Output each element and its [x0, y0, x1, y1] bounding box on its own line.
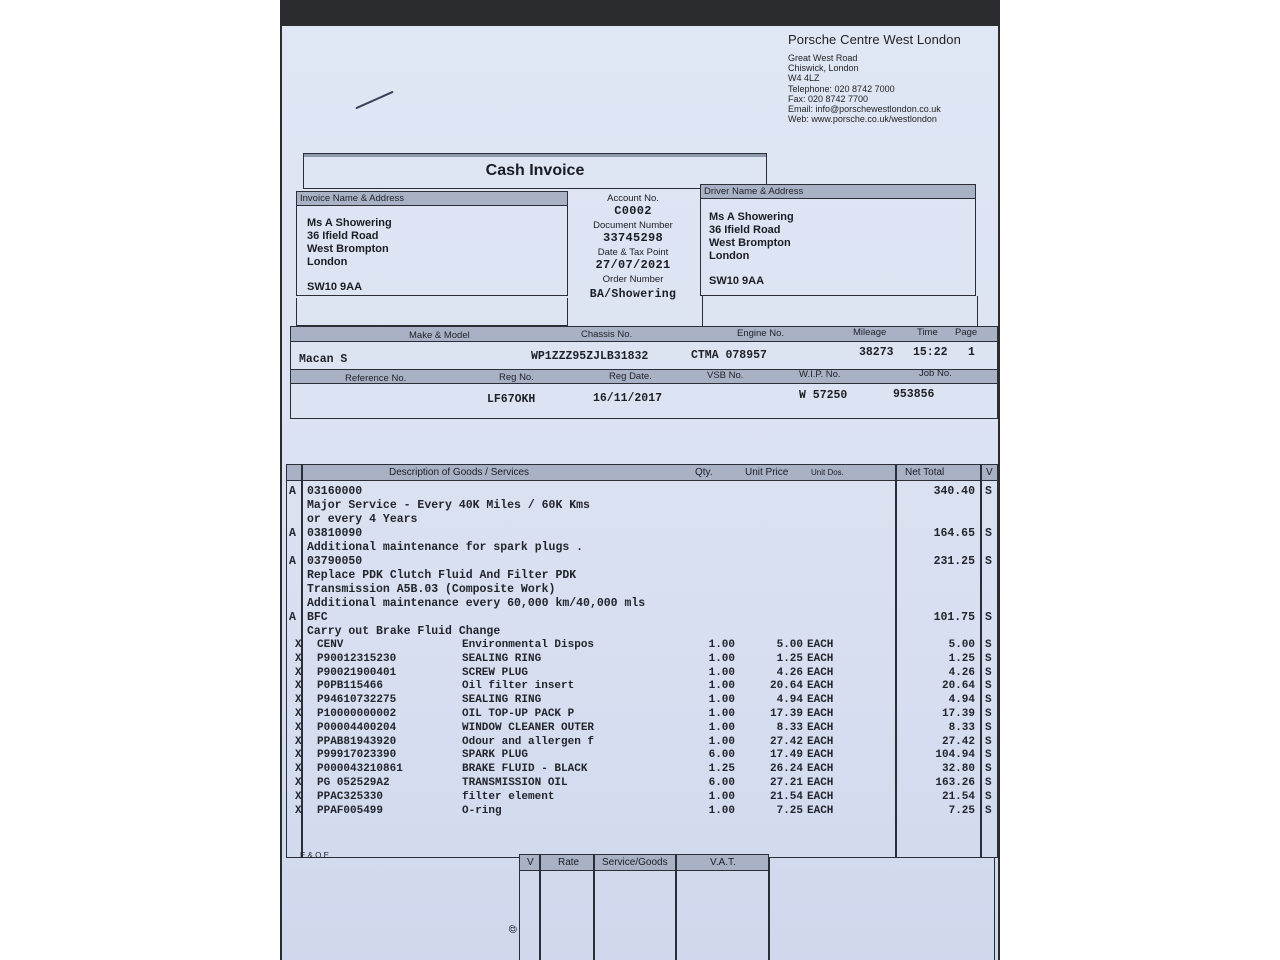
account-no: C0002	[614, 204, 652, 218]
part-description: Environmental Dispos	[462, 639, 595, 651]
part-description: SPARK PLUG	[462, 749, 529, 762]
part-qty: 1.00	[708, 694, 735, 707]
parts-line	[287, 680, 997, 694]
part-unit-price: 8.33	[776, 721, 803, 734]
totals-box	[769, 857, 995, 960]
labour-description	[287, 499, 997, 513]
line-net-total: 164.65	[933, 527, 975, 540]
part-net-total: 27.42	[941, 735, 975, 748]
date-value: 27/07/2021	[595, 258, 671, 272]
parts-line	[287, 763, 997, 777]
labour-description	[287, 541, 997, 555]
dealer-address-line: W4 4LZ	[788, 73, 820, 84]
part-flag: X	[295, 708, 302, 720]
part-unit-price: 26.24	[769, 763, 803, 776]
part-net-total: 5.00	[948, 639, 975, 651]
part-qty: 1.00	[708, 790, 735, 803]
part-flag: X	[295, 721, 302, 734]
part-code: P90021900401	[317, 666, 397, 679]
part-code: P94610732275	[317, 694, 397, 707]
part-unit-price: 27.21	[769, 777, 803, 789]
part-unit: EACH	[807, 804, 834, 817]
part-net-total: 32.80	[941, 763, 975, 776]
v-header: V	[986, 467, 993, 478]
part-qty: 1.25	[708, 763, 735, 776]
part-unit: EACH	[807, 708, 834, 720]
part-unit: EACH	[807, 680, 834, 693]
dealer-fax: Fax: 020 8742 7700	[788, 93, 869, 104]
invoice-address-box	[296, 191, 568, 296]
part-net-total: 21.54	[941, 790, 975, 803]
driver-address-line: 36 Ifield Road	[709, 224, 781, 236]
labour-description	[287, 625, 997, 639]
part-code: PPAC325330	[317, 790, 384, 803]
part-flag: X	[295, 639, 302, 651]
part-flag: X	[295, 694, 302, 707]
vat-header: V.A.T.	[710, 857, 736, 868]
part-unit-price: 27.42	[769, 735, 803, 748]
labour-line	[287, 555, 997, 569]
labour-description	[287, 597, 997, 611]
line-flag: A	[289, 555, 296, 568]
invoice-address-extra	[296, 298, 568, 326]
document-title-box	[303, 153, 767, 189]
part-qty: 1.00	[708, 721, 735, 734]
part-unit-price: 20.64	[769, 680, 803, 693]
part-unit: EACH	[807, 652, 834, 665]
line-flag: A	[289, 485, 296, 498]
line-description: Carry out Brake Fluid Change	[307, 625, 501, 638]
parts-line	[287, 722, 997, 736]
dealer-web: Web: www.porsche.co.uk/westlondon	[788, 114, 937, 125]
dealer-name: Porsche Centre West London	[788, 32, 961, 47]
line-code: 03160000	[307, 485, 363, 498]
part-flag: X	[295, 804, 302, 817]
engine-value: CTMA 078957	[691, 349, 767, 362]
driver-postcode: SW10 9AA	[709, 275, 765, 287]
part-vat-code: S	[985, 777, 992, 789]
part-unit: EACH	[807, 735, 834, 748]
part-code: PG 052529A2	[317, 777, 390, 789]
part-vat-code: S	[985, 790, 992, 803]
part-unit: EACH	[807, 694, 834, 707]
reg-no-label: Reg No.	[499, 372, 534, 383]
parts-line	[287, 805, 997, 819]
part-flag: X	[295, 666, 302, 679]
part-net-total: 8.33	[948, 721, 975, 734]
line-flag: A	[289, 611, 296, 624]
line-description: Major Service - Every 40K Miles / 60K Kms	[307, 499, 590, 512]
part-unit-price: 4.94	[776, 694, 803, 707]
eoe-note: E.& O.E.	[300, 851, 332, 860]
dealer-header	[788, 32, 998, 124]
part-flag: X	[295, 790, 302, 803]
part-vat-code: S	[985, 804, 992, 817]
net-total-header: Net Total	[905, 467, 945, 478]
document-number: 33745298	[602, 231, 663, 245]
part-unit-price: 4.26	[776, 666, 803, 679]
labour-line	[287, 611, 997, 625]
parts-line	[287, 791, 997, 805]
document-number-label: Document Number	[593, 220, 673, 231]
footer-mark: @	[507, 924, 518, 934]
vat-service-goods-header: Service/Goods	[602, 857, 668, 868]
part-code: P000043210861	[317, 763, 403, 776]
part-qty: 1.00	[708, 639, 735, 651]
parts-line	[287, 667, 997, 681]
parts-line	[287, 639, 997, 653]
part-unit: EACH	[807, 666, 834, 679]
labour-description	[287, 513, 997, 527]
line-vat-code: S	[985, 555, 992, 568]
part-description: SEALING RING	[462, 694, 542, 707]
invoice-address-line: Ms A Showering	[307, 217, 392, 229]
date-label: Date & Tax Point	[597, 247, 669, 258]
part-vat-code: S	[985, 721, 992, 734]
part-unit: EACH	[807, 639, 834, 651]
mileage-label: Mileage	[853, 327, 887, 338]
order-number-label: Order Number	[602, 274, 664, 285]
make-model-label: Make & Model	[409, 330, 470, 341]
page-value: 1	[968, 346, 975, 359]
invoice-address-label: Invoice Name & Address	[297, 192, 567, 206]
part-vat-code: S	[985, 749, 992, 762]
part-net-total: 4.94	[948, 694, 975, 707]
part-code: PPAF005499	[317, 804, 384, 817]
parts-line	[287, 694, 997, 708]
part-vat-code: S	[985, 735, 992, 748]
part-net-total: 17.39	[941, 708, 975, 720]
line-code: BFC	[307, 611, 328, 624]
part-flag: X	[295, 777, 302, 789]
invoice-address-line: London	[307, 256, 348, 268]
line-description: or every 4 Years	[307, 513, 418, 526]
part-unit: EACH	[807, 763, 834, 776]
description-header: Description of Goods / Services	[389, 467, 530, 478]
labour-line	[287, 527, 997, 541]
chassis-label: Chassis No.	[581, 329, 633, 340]
part-unit-price: 1.25	[776, 652, 803, 665]
items-header	[287, 465, 997, 481]
part-vat-code: S	[985, 652, 992, 665]
part-description: SEALING RING	[462, 652, 542, 665]
part-code: P0PB115466	[317, 680, 384, 693]
unit-price-header: Unit Price	[745, 467, 789, 478]
invoice-address-line: West Brompton	[307, 243, 389, 255]
job-value: 953856	[893, 388, 935, 401]
part-code: P99917023390	[317, 749, 397, 762]
part-unit: EACH	[807, 749, 834, 762]
line-vat-code: S	[985, 527, 992, 540]
line-vat-code: S	[985, 485, 992, 498]
engine-label: Engine No.	[737, 328, 785, 339]
invoice-address-line: 36 Ifield Road	[307, 230, 379, 242]
reference-label: Reference No.	[345, 373, 407, 384]
part-unit-price: 7.25	[776, 804, 803, 817]
dealer-address-line: Great West Road	[788, 53, 858, 63]
part-qty: 6.00	[708, 749, 735, 762]
parts-line	[287, 749, 997, 763]
part-vat-code: S	[985, 680, 992, 693]
driver-address-line: London	[709, 250, 750, 262]
part-flag: X	[295, 680, 302, 693]
driver-address-line: Ms A Showering	[709, 211, 794, 223]
part-description: BRAKE FLUID - BLACK	[462, 763, 588, 776]
part-unit-price: 5.00	[776, 639, 803, 651]
part-unit-price: 17.49	[769, 749, 803, 762]
reg-date-label: Reg Date.	[609, 371, 652, 382]
part-flag: X	[295, 652, 302, 665]
part-description: O-ring	[462, 804, 502, 817]
part-qty: 1.00	[708, 680, 735, 693]
line-net-total: 101.75	[933, 611, 975, 624]
part-vat-code: S	[985, 763, 992, 776]
time-value: 15:22	[913, 346, 948, 359]
page-label: Page	[955, 327, 978, 338]
part-description: WINDOW CLEANER OUTER	[462, 721, 595, 734]
part-vat-code: S	[985, 666, 992, 679]
part-code: P00004400204	[317, 721, 397, 734]
wip-value: W 57250	[799, 389, 848, 402]
parts-line	[287, 736, 997, 750]
chassis-value: WP1ZZZ95ZJLB31832	[531, 350, 649, 363]
part-net-total: 104.94	[935, 749, 975, 762]
labour-description	[287, 583, 997, 597]
part-description: OIL TOP-UP PACK P	[462, 708, 575, 720]
invoice-postcode: SW10 9AA	[307, 281, 363, 293]
part-description: filter element	[462, 790, 555, 803]
vsb-label: VSB No.	[707, 370, 744, 381]
part-net-total: 7.25	[948, 804, 975, 817]
unit-dos-header: Unit Dos.	[811, 468, 844, 477]
part-flag: X	[295, 763, 302, 776]
part-qty: 1.00	[708, 666, 735, 679]
part-description: Oil filter insert	[462, 680, 575, 693]
wip-label: W.I.P. No.	[799, 369, 841, 380]
items-table	[286, 464, 998, 858]
part-description: SCREW PLUG	[462, 666, 529, 679]
part-vat-code: S	[985, 694, 992, 707]
line-net-total: 231.25	[933, 555, 975, 568]
part-description: Odour and allergen f	[462, 735, 595, 748]
part-code: P90012315230	[317, 652, 397, 665]
line-net-total: 340.40	[933, 485, 975, 498]
line-code: 03810090	[307, 527, 363, 540]
parts-line	[287, 708, 997, 722]
part-qty: 1.00	[708, 652, 735, 665]
line-vat-code: S	[985, 611, 992, 624]
mileage-value: 38273	[859, 346, 894, 359]
part-unit-price: 17.39	[769, 708, 803, 720]
part-description: TRANSMISSION OIL	[462, 777, 568, 789]
line-description: Additional maintenance for spark plugs .	[307, 541, 584, 554]
labour-description	[287, 569, 997, 583]
driver-address-line: West Brompton	[709, 237, 791, 249]
part-unit-price: 21.54	[769, 790, 803, 803]
reg-date-value: 16/11/2017	[593, 392, 663, 405]
line-code: 03790050	[307, 555, 363, 568]
driver-address-extra	[702, 296, 978, 328]
part-net-total: 4.26	[948, 666, 975, 679]
dealer-email: Email: info@porschewestlondon.co.uk	[788, 104, 941, 115]
line-flag: A	[289, 527, 296, 540]
document-title: Cash Invoice	[485, 162, 585, 179]
line-description: Transmission A5B.03 (Composite Work)	[307, 583, 556, 596]
order-number: BA/Showering	[589, 288, 677, 301]
vehicle-details-box	[290, 326, 998, 419]
parts-line	[287, 777, 997, 791]
vat-summary-box	[519, 854, 769, 960]
part-code: CENV	[317, 639, 344, 651]
dealer-telephone: Telephone: 020 8742 7000	[788, 83, 895, 94]
part-code: P10000000002	[317, 708, 397, 720]
part-qty: 1.00	[708, 804, 735, 817]
driver-address-box	[700, 184, 976, 296]
part-net-total: 20.64	[941, 680, 975, 693]
part-flag: X	[295, 735, 302, 748]
labour-line	[287, 485, 997, 499]
driver-address-label: Driver Name & Address	[701, 185, 975, 199]
part-unit: EACH	[807, 777, 834, 789]
part-flag: X	[295, 749, 302, 762]
account-no-label: Account No.	[607, 193, 659, 204]
parts-line	[287, 653, 997, 667]
part-unit: EACH	[807, 790, 834, 803]
line-description: Replace PDK Clutch Fluid And Filter PDK	[307, 569, 577, 582]
part-code: PPAB81943920	[317, 735, 397, 748]
make-model-value: Macan S	[299, 353, 348, 366]
part-vat-code: S	[985, 639, 992, 651]
reg-no-value: LF67OKH	[487, 393, 536, 406]
part-qty: 1.00	[708, 735, 735, 748]
invoice-document	[282, 26, 998, 960]
line-description: Additional maintenance every 60,000 km/40,000 mls	[307, 597, 646, 610]
part-vat-code: S	[985, 708, 992, 720]
dealer-address-line: Chiswick, London	[788, 63, 859, 74]
vat-rate-header: Rate	[558, 857, 580, 868]
job-label: Job No.	[919, 368, 952, 379]
pen-mark	[355, 91, 393, 110]
part-net-total: 163.26	[935, 777, 975, 789]
vat-v-header: V	[527, 857, 534, 868]
qty-header: Qty.	[695, 467, 713, 478]
part-qty: 6.00	[708, 777, 735, 789]
part-net-total: 1.25	[948, 652, 975, 665]
account-block	[572, 191, 694, 302]
time-label: Time	[917, 327, 938, 338]
part-qty: 1.00	[708, 708, 735, 720]
part-unit: EACH	[807, 721, 834, 734]
